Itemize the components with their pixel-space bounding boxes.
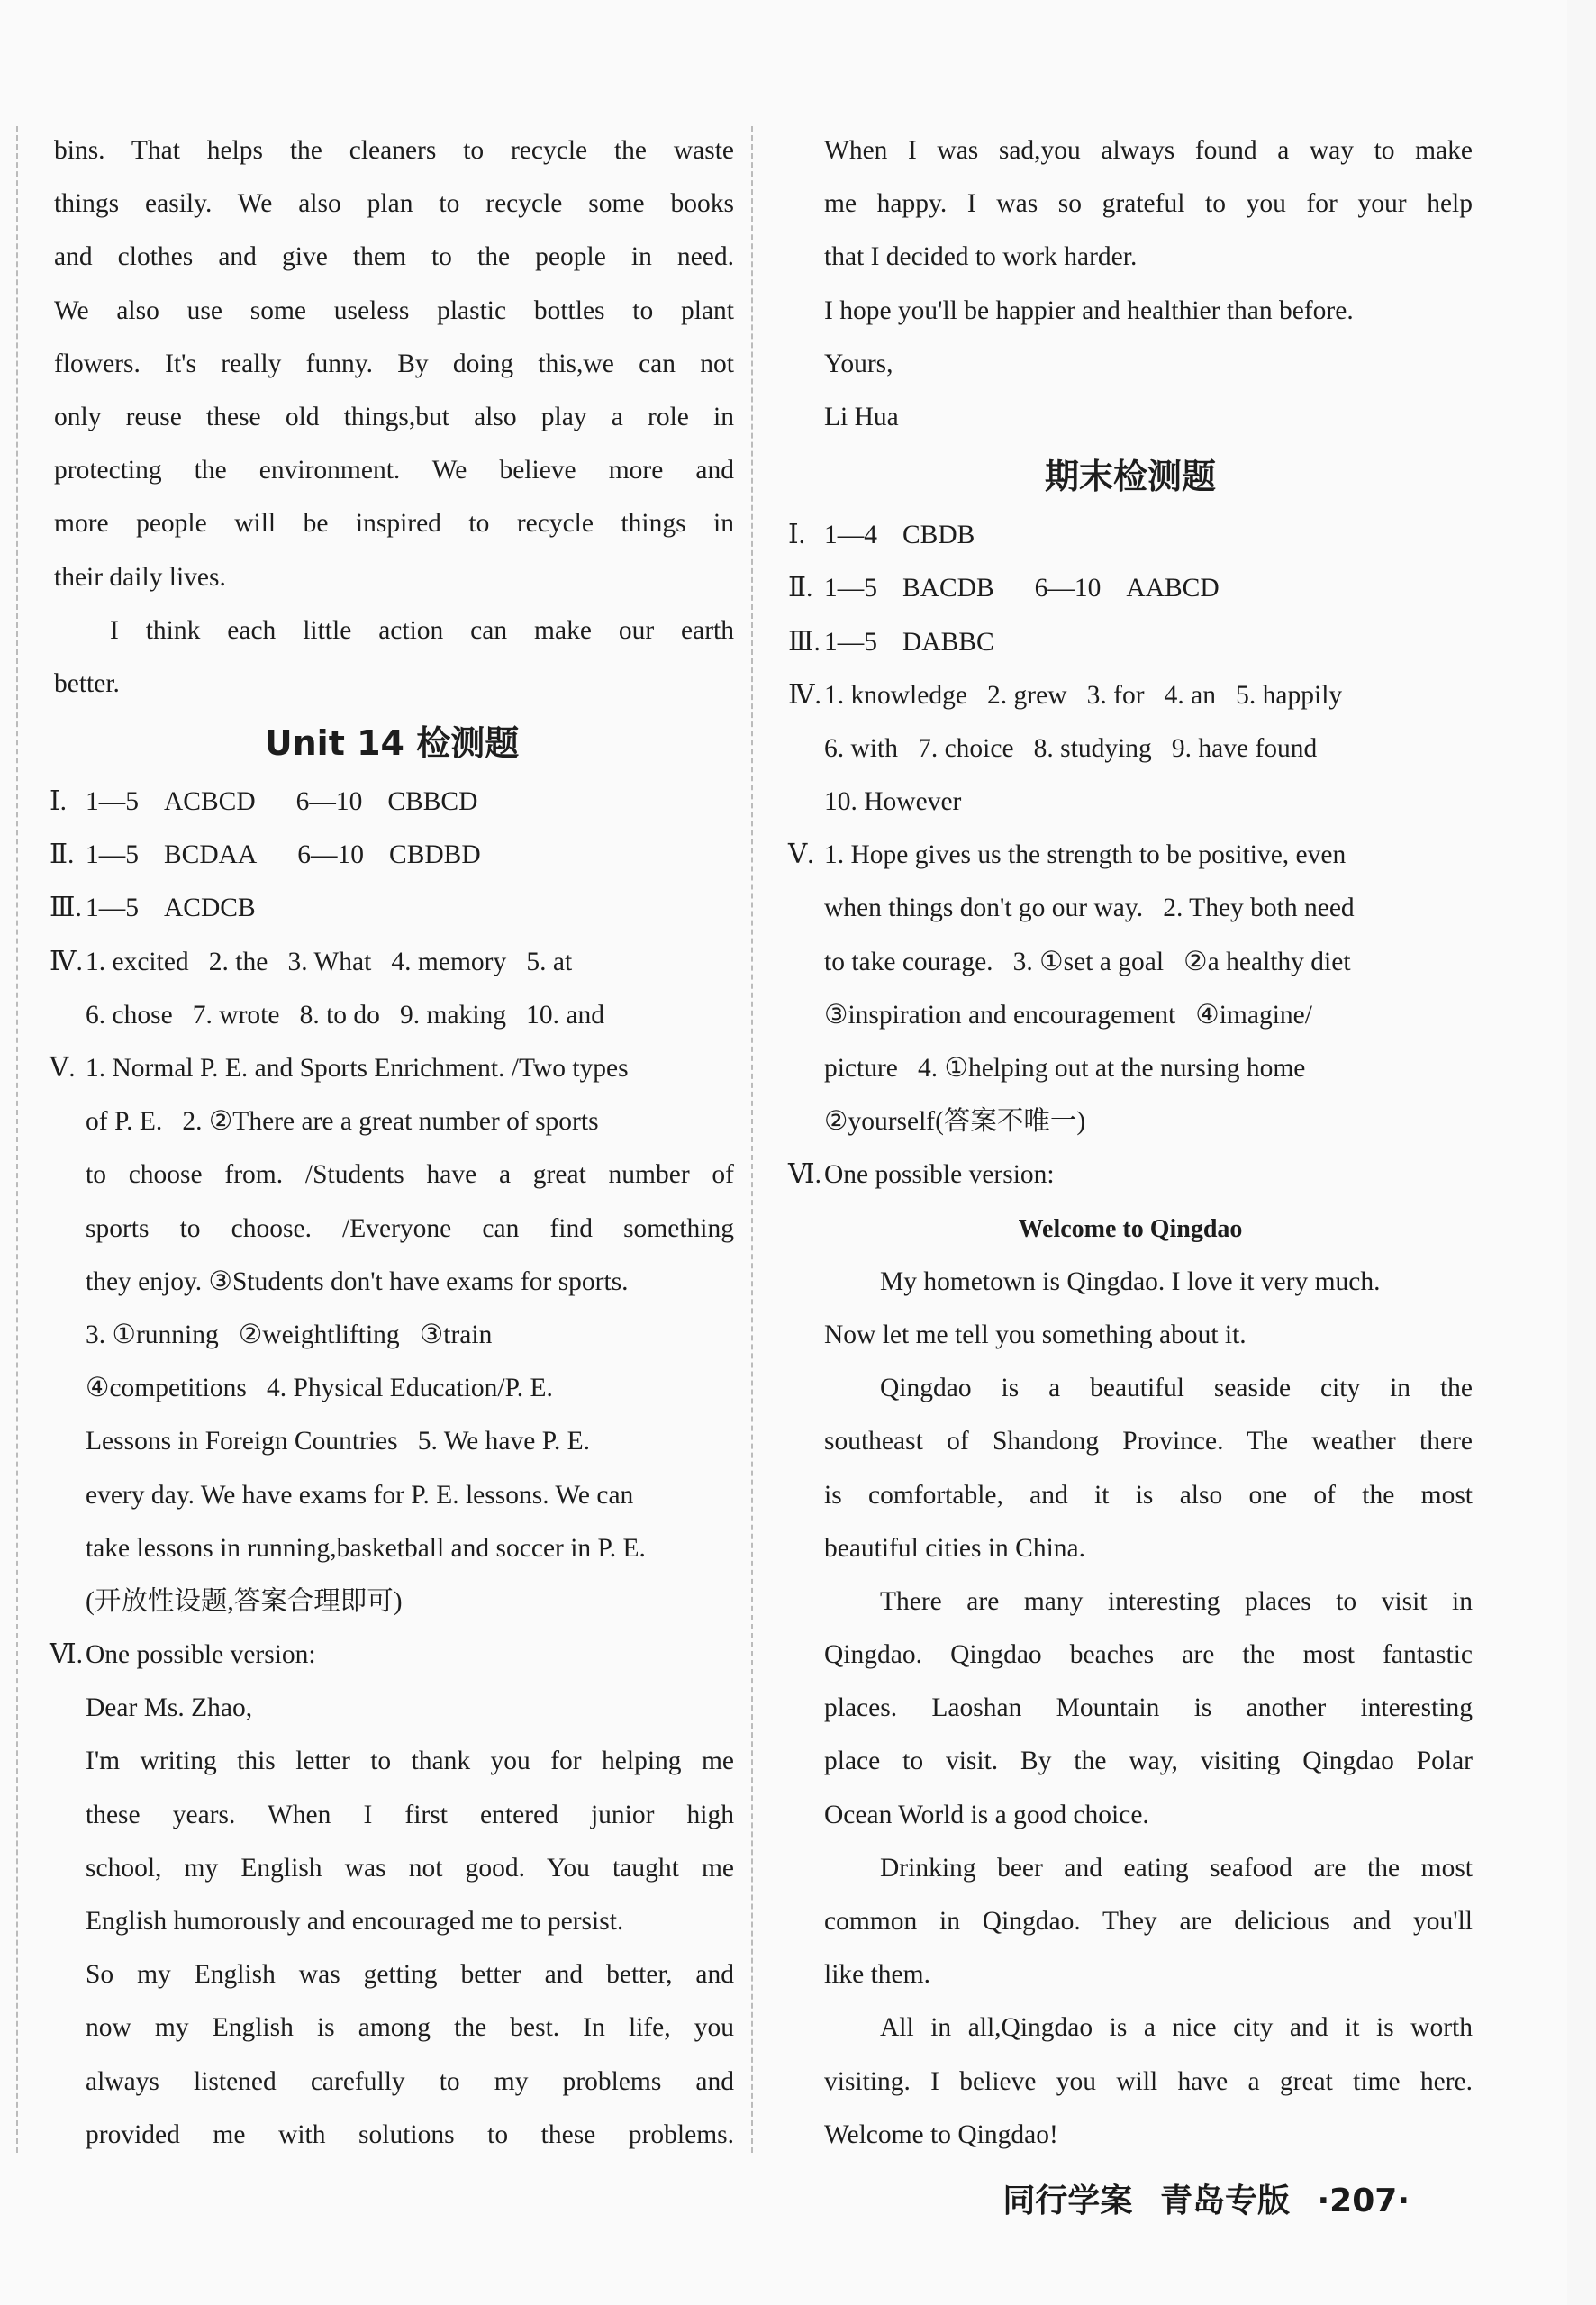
answer-row-ii bbox=[788, 562, 1473, 615]
range: 1—5 bbox=[86, 894, 139, 923]
essay-line: Now let me tell you something about it. bbox=[824, 1320, 1247, 1349]
range: 6—10 bbox=[1034, 574, 1102, 603]
answer-row-v bbox=[788, 829, 1473, 882]
answers-cont: to take courage. 3. ①set a goal ②a healthy diet bbox=[824, 947, 1351, 976]
answer-row-vi bbox=[50, 1629, 734, 1682]
answers-cont: Lessons in Foreign Countries 5. We have P. E. bbox=[86, 1427, 590, 1457]
letter-line: When I was sad,you always found a way to make bbox=[824, 136, 1473, 165]
intro-line: I think each little action can make our earth bbox=[110, 615, 734, 645]
section-label: Ⅵ. bbox=[788, 1160, 822, 1190]
answers: 1. Hope gives us the strength to be positive, even bbox=[824, 840, 1347, 870]
range: 1—5 bbox=[86, 840, 139, 870]
answer-row-iv bbox=[50, 936, 734, 989]
intro-line: more people will be inspired to recycle things in bbox=[54, 509, 734, 539]
letter-line: now my English is among the best. In life, you bbox=[86, 2013, 734, 2043]
answers: ACBCD bbox=[164, 787, 256, 817]
essay-line: southeast of Shandong Province. The weather there bbox=[824, 1427, 1473, 1457]
essay-line: Welcome to Qingdao! bbox=[824, 2119, 1058, 2149]
answers-cont: sports to choose. /Everyone can find something bbox=[86, 1213, 734, 1243]
answers: DABBC bbox=[902, 627, 994, 657]
answer-row-iii bbox=[50, 882, 734, 935]
answers: CBBCD bbox=[387, 787, 478, 817]
intro-line: We also use some useless plastic bottles to plant bbox=[54, 295, 734, 325]
essay-line: places. Laoshan Mountain is another interesting bbox=[824, 1693, 1473, 1723]
version-intro: One possible version: bbox=[86, 1640, 316, 1670]
essay-line: is comfortable, and it is also one of the most bbox=[824, 1480, 1473, 1510]
footer-edition: 青岛专版 bbox=[1159, 2182, 1290, 2219]
answers-cont: 3. ①running ②weightlifting ③train bbox=[86, 1320, 493, 1349]
range: 1—5 bbox=[86, 787, 139, 817]
letter-closing: Yours, bbox=[824, 349, 893, 378]
section-label: Ⅰ. bbox=[788, 521, 806, 550]
intro-line: better. bbox=[54, 668, 120, 698]
answers-cont: every day. We have exams for P. E. lessons. We can bbox=[86, 1480, 634, 1510]
letter-line: me happy. I was so grateful to you for your help bbox=[824, 189, 1473, 219]
essay-title: Welcome to Qingdao bbox=[1018, 1214, 1243, 1243]
range: 1—5 bbox=[824, 574, 877, 603]
essay-line: common in Qingdao. They are delicious and you'll bbox=[824, 1907, 1473, 1936]
section-label: Ⅱ. bbox=[50, 840, 75, 870]
answers-cont: take lessons in running,basketball and soccer in P. E. bbox=[86, 1533, 646, 1563]
essay-line: Qingdao. Qingdao beaches are the most fantastic bbox=[824, 1640, 1473, 1670]
answers-note: (开放性设题,答案合理即可) bbox=[86, 1586, 403, 1616]
intro-line: flowers. It's really funny. By doing this,we can not bbox=[54, 349, 734, 378]
section-label: Ⅰ. bbox=[50, 787, 68, 817]
intro-line: only reuse these old things,but also play a role in bbox=[54, 402, 734, 431]
section-label: Ⅱ. bbox=[788, 574, 813, 603]
range: 6—10 bbox=[295, 787, 363, 817]
intro-line: their daily lives. bbox=[54, 562, 226, 592]
range: 1—5 bbox=[824, 627, 877, 657]
answers-cont: to choose from. /Students have a great number of bbox=[86, 1160, 734, 1190]
essay-line: My hometown is Qingdao. I love it very much. bbox=[880, 1266, 1381, 1296]
answers-note: ②yourself(答案不唯一) bbox=[824, 1107, 1086, 1137]
answers: BACDB bbox=[902, 574, 994, 603]
answers: 1. excited 2. the 3. What 4. memory 5. at bbox=[86, 947, 573, 976]
answers-cont: ④competitions 4. Physical Education/P. E. bbox=[86, 1374, 553, 1403]
page-number: ·207· bbox=[1317, 2182, 1410, 2219]
section-label: Ⅳ. bbox=[788, 680, 821, 710]
letter-signature: Li Hua bbox=[824, 402, 899, 431]
section-label: Ⅲ. bbox=[788, 627, 821, 657]
answer-row-i bbox=[50, 776, 734, 829]
answer-row-i bbox=[788, 509, 1473, 562]
answers: ACDCB bbox=[164, 894, 256, 923]
essay-line: Drinking beer and eating seafood are the most bbox=[880, 1853, 1473, 1883]
essay-line: place to visit. By the way, visiting Qingdao Polar bbox=[824, 1747, 1473, 1776]
answers-cont: ③inspiration and encouragement ④imagine/ bbox=[824, 1000, 1312, 1030]
answer-row-v bbox=[50, 1042, 734, 1095]
letter-line: I'm writing this letter to thank you for helping me bbox=[86, 1747, 734, 1776]
final-exam-title: 期末检测题 bbox=[1044, 457, 1216, 497]
letter-line: provided me with solutions to these problems. bbox=[86, 2119, 734, 2149]
essay-line: like them. bbox=[824, 1960, 930, 1990]
page-footer bbox=[986, 2175, 1410, 2221]
answers: CBDB bbox=[902, 521, 975, 550]
essay-line: Ocean World is a good choice. bbox=[824, 1800, 1149, 1829]
answers-cont: when things don't go our way. 2. They both need bbox=[824, 894, 1355, 923]
right-column bbox=[788, 124, 1473, 2162]
version-intro: One possible version: bbox=[824, 1160, 1055, 1190]
letter-line: these years. When I first entered junior high bbox=[86, 1800, 734, 1829]
letter-line: Dear Ms. Zhao, bbox=[86, 1693, 253, 1723]
section-label: Ⅵ. bbox=[50, 1640, 84, 1670]
answers-cont: of P. E. 2. ②There are a great number of sports bbox=[86, 1107, 599, 1137]
range: 6—10 bbox=[297, 840, 365, 870]
answer-row-iii bbox=[788, 616, 1473, 669]
answers: 1. knowledge 2. grew 3. for 4. an 5. happily bbox=[824, 680, 1343, 710]
letter-line: English humorously and encouraged me to persist. bbox=[86, 1907, 624, 1936]
essay-line: All in all,Qingdao is a nice city and it is worth bbox=[880, 2013, 1473, 2043]
answers-cont: they enjoy. ③Students don't have exams for sports. bbox=[86, 1266, 629, 1296]
intro-line: and clothes and give them to the people in need. bbox=[54, 242, 734, 272]
binding-line bbox=[16, 126, 18, 2153]
answers-cont: 6. chose 7. wrote 8. to do 9. making 10. and bbox=[86, 1000, 604, 1030]
essay-line: beautiful cities in China. bbox=[824, 1533, 1086, 1563]
footer-brand: 同行学案 bbox=[1002, 2182, 1133, 2219]
unit14-title: Unit 14 检测题 bbox=[264, 723, 520, 764]
answer-row-vi bbox=[788, 1148, 1473, 1202]
essay-line: There are many interesting places to visit in bbox=[880, 1586, 1473, 1616]
answer-row-iv bbox=[788, 669, 1473, 722]
letter-line: school, my English was not good. You taught me bbox=[86, 1853, 734, 1883]
answers-cont: picture 4. ①helping out at the nursing home bbox=[824, 1054, 1306, 1083]
intro-line: things easily. We also plan to recycle some books bbox=[54, 189, 734, 219]
section-label: Ⅴ. bbox=[788, 840, 814, 870]
answer-row-ii bbox=[50, 829, 734, 882]
intro-line: bins. That helps the cleaners to recycle the waste bbox=[54, 136, 734, 165]
left-column bbox=[50, 124, 734, 2162]
letter-line: I hope you'll be happier and healthier than before. bbox=[824, 295, 1354, 325]
answers: BCDAA bbox=[164, 840, 258, 870]
letter-line: So my English was getting better and better, and bbox=[86, 1960, 734, 1990]
section-label: Ⅳ. bbox=[50, 947, 83, 976]
intro-line: protecting the environment. We believe more and bbox=[54, 456, 734, 486]
range: 1—4 bbox=[824, 521, 877, 550]
letter-line: always listened carefully to my problems and bbox=[86, 2066, 734, 2096]
answers-cont: 6. with 7. choice 8. studying 9. have found bbox=[824, 733, 1318, 763]
section-label: Ⅲ. bbox=[50, 894, 82, 923]
answers: 1. Normal P. E. and Sports Enrichment. /Two types bbox=[86, 1054, 629, 1083]
section-label: Ⅴ. bbox=[50, 1054, 76, 1083]
answers: AABCD bbox=[1126, 574, 1220, 603]
answers-cont: 10. However bbox=[824, 787, 962, 817]
essay-line: Qingdao is a beautiful seaside city in the bbox=[880, 1374, 1473, 1403]
letter-line: that I decided to work harder. bbox=[824, 242, 1138, 272]
column-divider bbox=[751, 126, 753, 2153]
answers: CBDBD bbox=[389, 840, 481, 870]
essay-line: visiting. I believe you will have a great time here. bbox=[824, 2066, 1473, 2096]
